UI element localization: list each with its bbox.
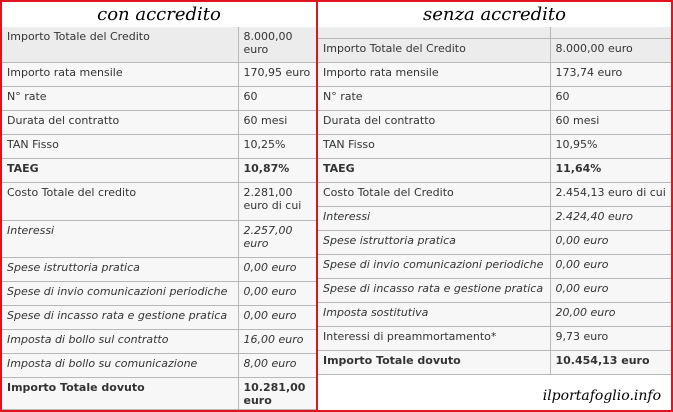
row-label: Importo Totale del Credito	[2, 27, 238, 62]
row-value: 0,00 euro	[550, 230, 671, 254]
row-label: Spese di incasso rata e gestione pratica	[318, 278, 550, 302]
row-value: 11,64%	[550, 158, 671, 182]
row-label: TAEG	[2, 158, 238, 182]
con-accredito-title: con accredito	[2, 2, 316, 27]
table-row	[318, 134, 671, 158]
row-value: 60	[550, 86, 671, 110]
row-value: 2.424,40 euro	[550, 206, 671, 230]
row-value: 173,74 euro	[550, 62, 671, 86]
table-row	[2, 329, 316, 353]
table-row	[318, 182, 671, 206]
table-row	[2, 257, 316, 281]
row-value: 8.000,00 euro	[550, 38, 671, 62]
row-label: Spese istruttoria pratica	[2, 257, 238, 281]
row-value: 20,00 euro	[550, 302, 671, 326]
table-row	[318, 302, 671, 326]
row-value: 60	[238, 86, 316, 110]
table-row	[318, 254, 671, 278]
row-value: 8.000,00 euro	[238, 27, 316, 62]
row-label: Imposta sostitutiva	[318, 302, 550, 326]
table-row	[318, 278, 671, 302]
row-label: Interessi	[318, 206, 550, 230]
spacer-row	[318, 27, 671, 38]
row-value: 0,00 euro	[238, 257, 316, 281]
table-row	[318, 110, 671, 134]
row-value: 0,00 euro	[238, 305, 316, 329]
row-label: Costo Totale del Credito	[318, 182, 550, 206]
row-label: Imposta di bollo su comunicazione	[2, 353, 238, 377]
table-row	[318, 62, 671, 86]
row-value: 10,95%	[550, 134, 671, 158]
con-accredito-column	[2, 2, 316, 410]
row-value: 2.257,00 euro	[238, 220, 316, 257]
table-row	[2, 27, 316, 62]
table-row	[2, 281, 316, 305]
row-value: 0,00 euro	[238, 281, 316, 305]
row-label: N° rate	[318, 86, 550, 110]
row-value: 0,00 euro	[550, 254, 671, 278]
table-row	[318, 206, 671, 230]
row-label: Spese di incasso rata e gestione pratica	[2, 305, 238, 329]
row-label: Durata del contratto	[2, 110, 238, 134]
senza-accredito-title: senza accredito	[318, 2, 671, 27]
table-row	[318, 230, 671, 254]
table-row	[2, 62, 316, 86]
table-row	[2, 377, 316, 409]
row-label: Spese di invio comunicazioni periodiche	[2, 281, 238, 305]
row-label: Spese istruttoria pratica	[318, 230, 550, 254]
row-value: 0,00 euro	[550, 278, 671, 302]
table-row	[2, 110, 316, 134]
row-label: Interessi	[2, 220, 238, 257]
row-value: 10.454,13 euro	[550, 350, 671, 374]
row-label: Importo Totale dovuto	[2, 377, 238, 409]
row-value: 16,00 euro	[238, 329, 316, 353]
row-value: 9,73 euro	[550, 326, 671, 350]
row-label: Importo rata mensile	[318, 62, 550, 86]
row-value: 10,25%	[238, 134, 316, 158]
table-row	[318, 350, 671, 374]
row-value: 8,00 euro	[238, 353, 316, 377]
row-value: 10,87%	[238, 158, 316, 182]
row-label: Importo rata mensile	[2, 62, 238, 86]
row-label: Durata del contratto	[318, 110, 550, 134]
table-row	[2, 353, 316, 377]
row-label: Costo Totale del credito	[2, 182, 238, 220]
table-row	[2, 86, 316, 110]
table-row	[318, 86, 671, 110]
row-label: TAEG	[318, 158, 550, 182]
table-row	[2, 220, 316, 257]
con-accredito-table	[2, 27, 316, 410]
row-value: 2.454,13 euro di cui	[550, 182, 671, 206]
row-label: TAN Fisso	[2, 134, 238, 158]
site-watermark: ilportafoglio.info	[542, 388, 661, 404]
row-value: 60 mesi	[238, 110, 316, 134]
table-row	[318, 158, 671, 182]
row-label: Interessi di preammortamento*	[318, 326, 550, 350]
table-row	[318, 326, 671, 350]
row-label: N° rate	[2, 86, 238, 110]
row-label: Importo Totale dovuto	[318, 350, 550, 374]
row-label: Importo Totale del Credito	[318, 38, 550, 62]
row-value: 170,95 euro	[238, 62, 316, 86]
row-value: 2.281,00 euro di cui	[238, 182, 316, 220]
row-label: Imposta di bollo sul contratto	[2, 329, 238, 353]
row-value: 60 mesi	[550, 110, 671, 134]
senza-accredito-table	[318, 27, 671, 375]
table-row	[2, 134, 316, 158]
row-label: TAN Fisso	[318, 134, 550, 158]
table-row	[2, 305, 316, 329]
senza-accredito-column	[318, 2, 671, 410]
row-value: 10.281,00 euro	[238, 377, 316, 409]
table-row	[2, 182, 316, 220]
table-row	[2, 158, 316, 182]
table-row	[318, 38, 671, 62]
row-label: Spese di invio comunicazioni periodiche	[318, 254, 550, 278]
